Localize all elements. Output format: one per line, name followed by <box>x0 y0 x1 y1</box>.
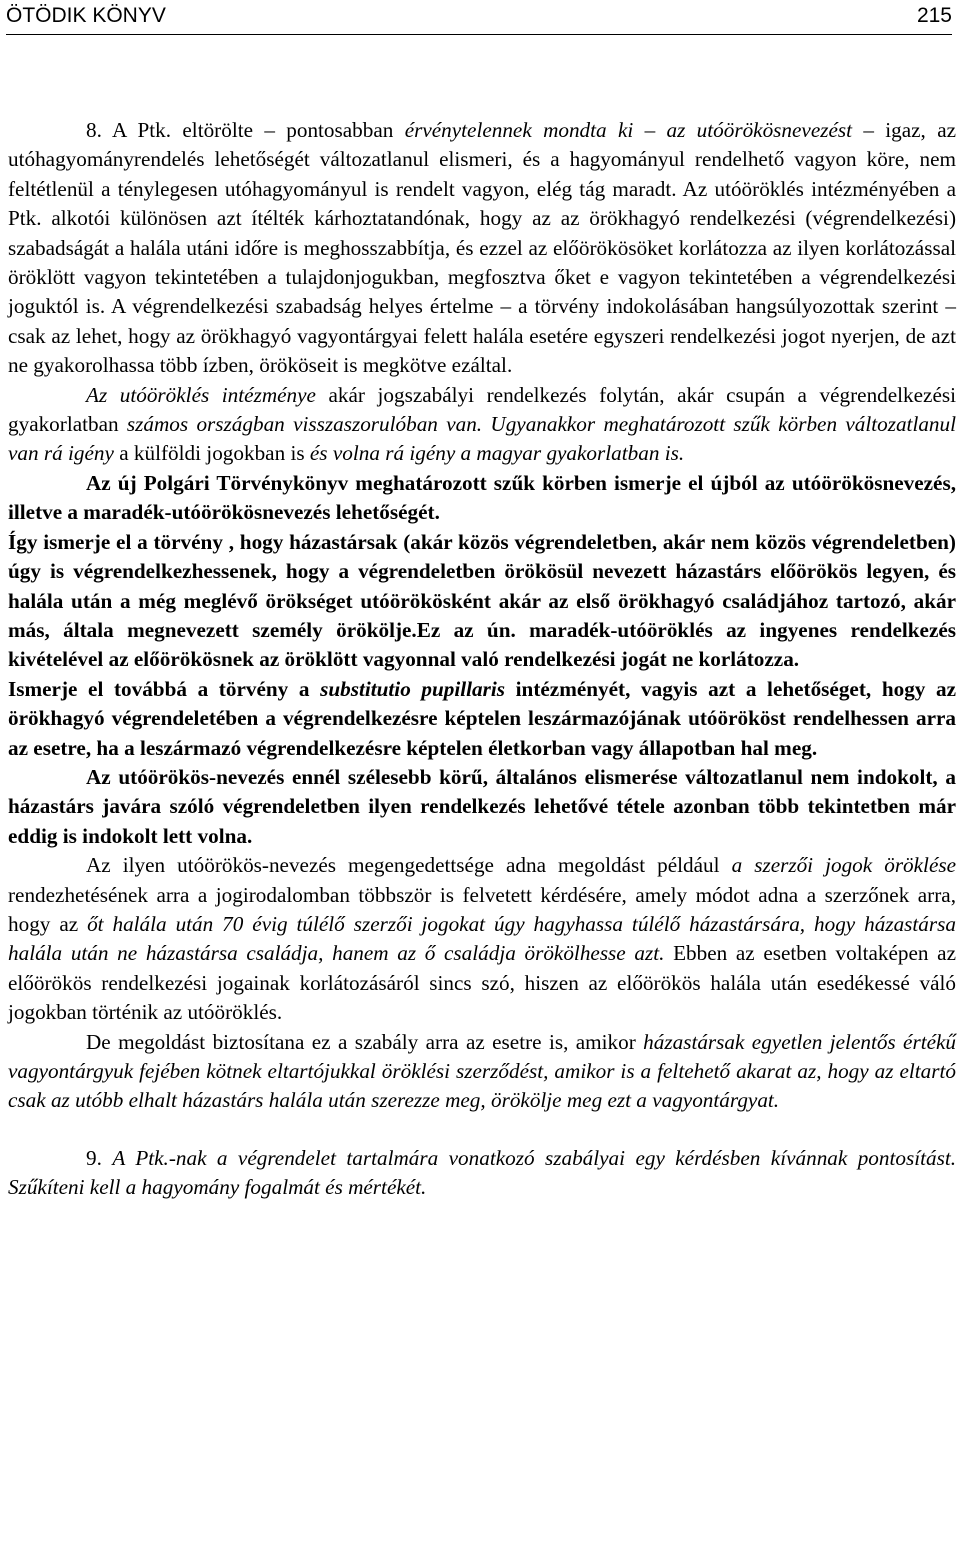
text-run: őt halála után 70 évig túlélő szerzői jogokat úgy hagyhassa túlélő házastársára, hogy házastársa halála után ne házastársa családja, hanem az ő családja örökölhesse azt. <box>8 911 956 966</box>
paragraph-8 <box>8 116 956 381</box>
text-run: Az utóöröklés intézménye <box>86 382 316 407</box>
text-run: házastársak egyetlen jelentős értékű vagyontárgyuk fejében kötnek eltartójukkal öröklési szerződést, amikor is a feltehető akarat az, hogy az eltartó csak az utóbb elhalt házastárs halála után szerezze meg, örökölje meg ezt a vagyontárgyat. <box>8 1029 956 1113</box>
text-run: akár jogszabályi rendelkezés folytán, akár csupán a végrendelkezési gyakorlatban <box>8 382 956 437</box>
paragraph-9 <box>8 1144 956 1203</box>
text-run: Az utóörökös-nevezés ennél szélesebb körű, általános elismerése változatlanul nem indokolt, a házastárs javára szóló végrendeletben ilyen rendelkezés lehetővé tétele azonban több tekintetben már eddig is indokolt lett volna. <box>8 764 956 848</box>
text-run: substitutio pupillaris <box>320 676 506 701</box>
text-run: Az új Polgári Törvénykönyv meghatározott szűk körben ismerje el újból az utóörökösnevezés, illetve a maradék-utóörökösnevezés lehetőségét. <box>8 470 956 525</box>
paragraph-copyright-example <box>8 851 956 1027</box>
header-title: ÖTÖDIK KÖNYV <box>6 4 166 27</box>
text-run: 8. A Ptk. eltörölte – pontosabban <box>86 118 405 142</box>
text-run: 9. <box>86 1145 113 1170</box>
page-number: 215 <box>916 4 952 27</box>
paragraph-broader-recognition <box>8 763 956 851</box>
text-run: Ismerje el továbbá a törvény a <box>8 676 321 701</box>
paragraph-proposal <box>8 469 956 528</box>
text-run: Így ismerje el a törvény , hogy házastársak (akár közös végrendeletben, akár nem közös végrendeletben) úgy is végrendelkezhessenek, hogy a végrendeletben örökösül nevezett házastárs előörökös legyen, és halála után a még meglévő örökséget utóörökösként akár az első örökhagyó családjához tartozó, akár más, általa megnevezett személy örökölje.Ez az ún. maradék-utóöröklés az ingyenes rendelkezés kivételével az előörökösnek az öröklött vagyonnal való rendelkezési jogát ne korlátozza. <box>8 529 956 672</box>
page-body <box>8 116 956 1203</box>
text-run: rendezhetésének arra a jogirodalomban többször is felvetett kérdésére, amely módot adna a szerzőnek arra, hogy az <box>8 882 956 936</box>
paragraph-substitutio <box>8 675 956 763</box>
running-header <box>6 0 952 35</box>
text-run: a szerzői jogok öröklése <box>731 853 956 878</box>
text-run: De megoldást biztosítana ez a szabály arra az esetre is, amikor <box>86 1029 644 1054</box>
text-run: Az ilyen utóörökös-nevezés megengedettsége adna megoldást például <box>86 853 732 878</box>
text-run: a külföldi jogokban is <box>113 441 310 466</box>
text-run: és volna rá igény a magyar gyakorlatban is. <box>309 441 685 466</box>
text-run: intézményét, vagyis azt a lehetőséget, hogy az örökhagyó végrendeletében a végrendelkezésre képtelen leszármazójának utóörököst rendelhessen arra az esetre, ha a leszármazó végrendelkezésre képtelen életkorban vagy állapotban hal meg. <box>8 676 957 760</box>
text-run: érvénytelennek mondta ki – az utóörökösnevezést <box>404 118 853 142</box>
text-run: számos országban visszaszorulóban van. Ugyanakkor meghatározott szűk körben változatlanul van rá igény <box>8 412 956 466</box>
paragraph-spouses <box>8 528 956 675</box>
paragraph-gap <box>8 1116 956 1144</box>
paragraph-utooroklés-intezmenye <box>8 381 956 469</box>
text-run: Ebben az esetben voltaképen az előörökös rendelkezési jogainak korlátozásáról sincs szó, hiszen az előörökös halála után esedékessé váló jogokban történik az utóöröklés. <box>8 941 956 1025</box>
text-run: – igaz, az utóhagyományrendelés lehetőségét változatlanul elismeri, és a hagyományul rendelhető vagyon köre, nem feltétlenül a ténylegesen utóhagyományul is rendelt vagyon, elég tág maradt. Az utóöröklés intézményében a Ptk. alkotói különösen azt ítélték kárhoztatandónak, hogy az az örökhagyó rendelkezési (végrendelkezési) szabadságát a halála utáni időre is meghosszabbítja, és ezzel az előörökösöket korlátozza az ilyen korlátozással öröklött vagyon tekintetében a tulajdonjogukban, megfosztva őket e vagyon tekintetében a végrendelkezési joguktól is. A végrendelkezési szabadság helyes értelme – a törvény indokolásában hangsúlyozottak szerint – csak az lehet, hogy az örökhagyó vagyontárgyai felett halála esetére egyszeri rendelkezési jogot nyerjen, de azt ne gyakorolhassa több ízben, örököseit is megkötve ezáltal. <box>8 118 956 378</box>
paragraph-maintenance-contract <box>8 1028 956 1116</box>
text-run: A Ptk.-nak a végrendelet tartalmára vonatkozó szabályai egy kérdésben kívánnak pontosítást. Szűkíteni kell a hagyomány fogalmát és mértékét. <box>8 1145 957 1200</box>
